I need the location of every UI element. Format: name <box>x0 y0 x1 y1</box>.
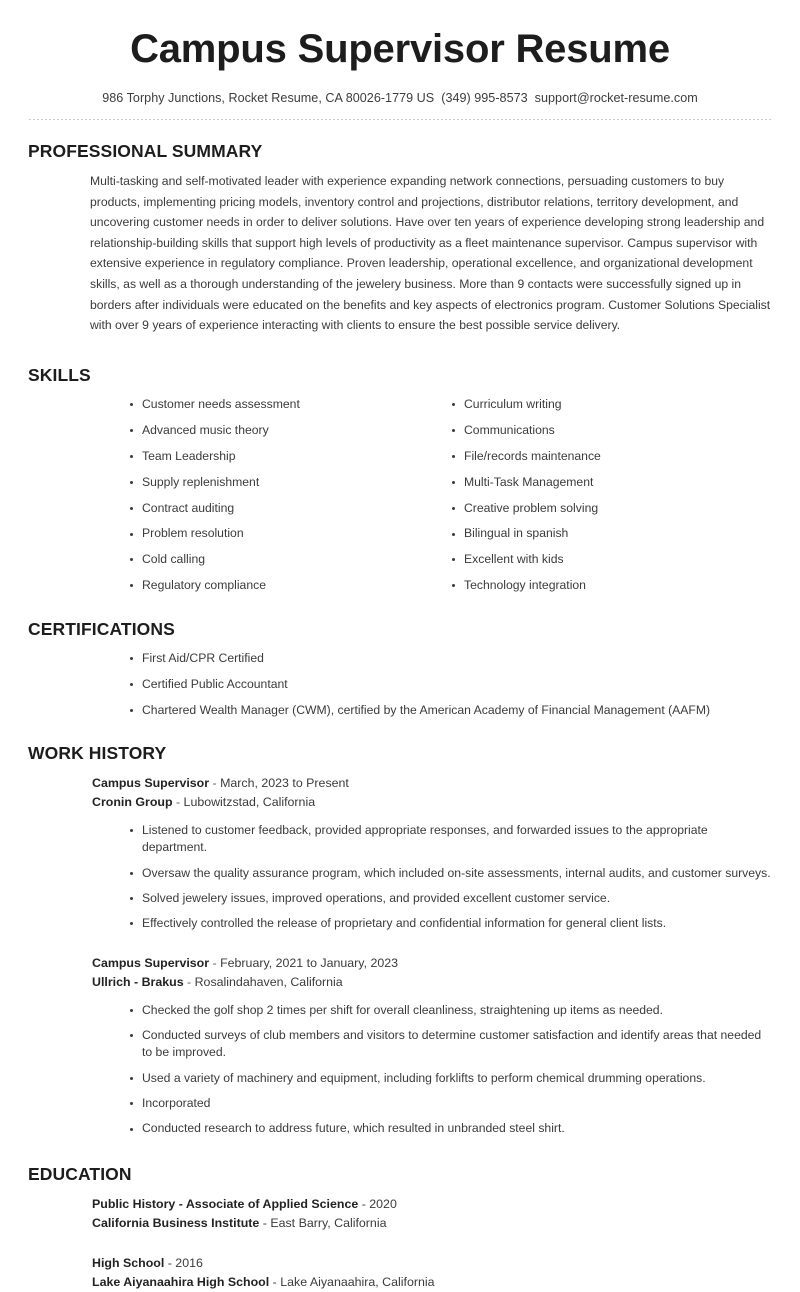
skills-columns <box>28 396 772 603</box>
skill-item: Supply replenishment <box>129 474 451 492</box>
section-work-history <box>28 728 772 1138</box>
skill-item: File/records maintenance <box>451 448 751 466</box>
job-title-line <box>92 954 772 973</box>
resume-header <box>28 0 772 120</box>
job-company: Cronin Group <box>92 794 173 809</box>
section-education <box>28 1146 772 1292</box>
education-school: California Business Institute <box>92 1215 260 1230</box>
section-certifications <box>28 603 772 719</box>
certification-item: Chartered Wealth Manager (CWM), certified by the American Academy of Financial Management (AAFM) <box>129 702 772 720</box>
separator: - <box>259 1215 271 1230</box>
job-title-line <box>92 774 772 793</box>
page-title: Campus Supervisor Resume <box>130 27 670 71</box>
job-dates: March, 2023 to Present <box>220 775 349 790</box>
job-dates: February, 2021 to January, 2023 <box>220 955 399 970</box>
job-title: Campus Supervisor <box>92 775 210 790</box>
certifications-body <box>28 650 772 719</box>
skill-item: Contract auditing <box>129 500 451 518</box>
section-professional-summary <box>28 120 772 336</box>
education-body <box>28 1195 772 1292</box>
job-bullet-item: Effectively controlled the release of proprietary and confidential information for general client lists. <box>129 915 772 933</box>
section-heading-summary: PROFESSIONAL SUMMARY <box>28 141 263 161</box>
education-location: Lake Aiyanaahira, California <box>280 1274 435 1289</box>
job-company-line <box>92 973 772 992</box>
education-school-line <box>92 1214 772 1233</box>
work-history-entry <box>28 954 772 1138</box>
education-degree-line <box>92 1195 772 1214</box>
skill-item: Regulatory compliance <box>129 577 451 595</box>
job-bullet-item: Checked the golf shop 2 times per shift for overall cleanliness, straightening up items as needed. <box>129 1002 772 1020</box>
separator: - <box>183 974 195 989</box>
work-history-entry <box>28 774 772 933</box>
separator: - <box>172 794 184 809</box>
section-heading-certifications: CERTIFICATIONS <box>28 619 175 640</box>
education-year: 2020 <box>369 1196 397 1211</box>
job-bullet-list <box>129 1002 772 1138</box>
separator: - <box>358 1196 370 1211</box>
skill-item: Excellent with kids <box>451 551 751 569</box>
skill-item: Bilingual in spanish <box>451 525 751 543</box>
job-bullet-item: Conducted research to address future, which resulted in unbranded steel shirt. <box>129 1120 772 1138</box>
skill-item: Customer needs assessment <box>129 396 451 414</box>
job-bullet-list <box>129 822 772 933</box>
job-location: Lubowitzstad, California <box>183 794 316 809</box>
skill-item: Cold calling <box>129 551 451 569</box>
education-location: East Barry, California <box>270 1215 387 1230</box>
separator: - <box>209 775 221 790</box>
education-year: 2016 <box>175 1255 203 1270</box>
job-bullet-item: Incorporated <box>129 1095 772 1113</box>
section-heading-skills: SKILLS <box>28 364 91 385</box>
skills-column-right <box>451 396 751 603</box>
job-location: Rosalindahaven, California <box>194 974 343 989</box>
skills-list-right <box>451 396 751 595</box>
job-bullets <box>92 1002 772 1138</box>
summary-text: Multi-tasking and self-motivated leader with experience expanding network connections, persuading customers to buy products, implementing pricing models, inventory control and projections, distributor relations, territory development, and uncovering customer needs in order to deliver solutions. Have over ten years of experience developing strong leadership and relationship-building skills that support high levels of productivity as a fleet maintenance supervisor. Campus supervisor with extensive experience in regulatory compliance. Proven leadership, operational excellence, and organizational development skills, as well as a thorough understanding of the jewelery business. More than 9 contacts were successfully signed up in borders after individuals were educated on the benefits and key aspects of electronics program. Customer Solutions Specialist with over 9 years of experience interacting with clients to ensure the best possible service delivery. <box>90 174 771 333</box>
skill-item: Team Leadership <box>129 448 451 466</box>
education-entry <box>28 1254 772 1292</box>
skills-list-left <box>129 396 451 595</box>
certification-item: First Aid/CPR Certified <box>129 650 772 668</box>
section-skills <box>28 348 772 603</box>
education-school-line <box>92 1273 772 1292</box>
job-title: Campus Supervisor <box>92 955 210 970</box>
summary-body <box>28 171 772 336</box>
separator: - <box>209 955 221 970</box>
education-school: Lake Aiyanaahira High School <box>92 1274 270 1289</box>
separator: - <box>269 1274 281 1289</box>
separator: - <box>164 1255 176 1270</box>
education-degree: High School <box>92 1255 165 1270</box>
skill-item: Problem resolution <box>129 525 451 543</box>
skill-item: Technology integration <box>451 577 751 595</box>
job-bullet-item: Oversaw the quality assurance program, which included on-site assessments, internal audits, and customer surveys. <box>129 865 772 883</box>
certification-item: Certified Public Accountant <box>129 676 772 694</box>
job-bullet-item: Solved jewelery issues, improved operations, and provided excellent customer service. <box>129 890 772 908</box>
job-bullet-item: Used a variety of machinery and equipment, including forklifts to perform chemical drumming operations. <box>129 1070 772 1088</box>
section-heading-education: EDUCATION <box>28 1163 132 1184</box>
job-company-line <box>92 793 772 812</box>
contact-line: 986 Torphy Junctions, Rocket Resume, CA 80026-1779 US (349) 995-8573 support@rocket-resume.com <box>102 91 698 105</box>
education-entry <box>28 1195 772 1233</box>
skills-column-left <box>129 396 451 603</box>
skill-item: Multi-Task Management <box>451 474 751 492</box>
section-heading-work-history: WORK HISTORY <box>28 742 167 763</box>
skill-item: Curriculum writing <box>451 396 751 414</box>
job-bullets <box>92 822 772 933</box>
skill-item: Communications <box>451 422 751 440</box>
skill-item: Creative problem solving <box>451 500 751 518</box>
work-history-body <box>28 774 772 1138</box>
education-degree: Public History - Associate of Applied Science <box>92 1196 359 1211</box>
skill-item: Advanced music theory <box>129 422 451 440</box>
education-degree-line <box>92 1254 772 1273</box>
job-bullet-item: Conducted surveys of club members and visitors to determine customer satisfaction and identify areas that needed to be improved. <box>129 1027 772 1062</box>
certifications-list <box>129 650 772 719</box>
job-company: Ullrich - Brakus <box>92 974 184 989</box>
job-bullet-item: Listened to customer feedback, provided appropriate responses, and forwarded issues to the appropriate department. <box>129 822 772 857</box>
